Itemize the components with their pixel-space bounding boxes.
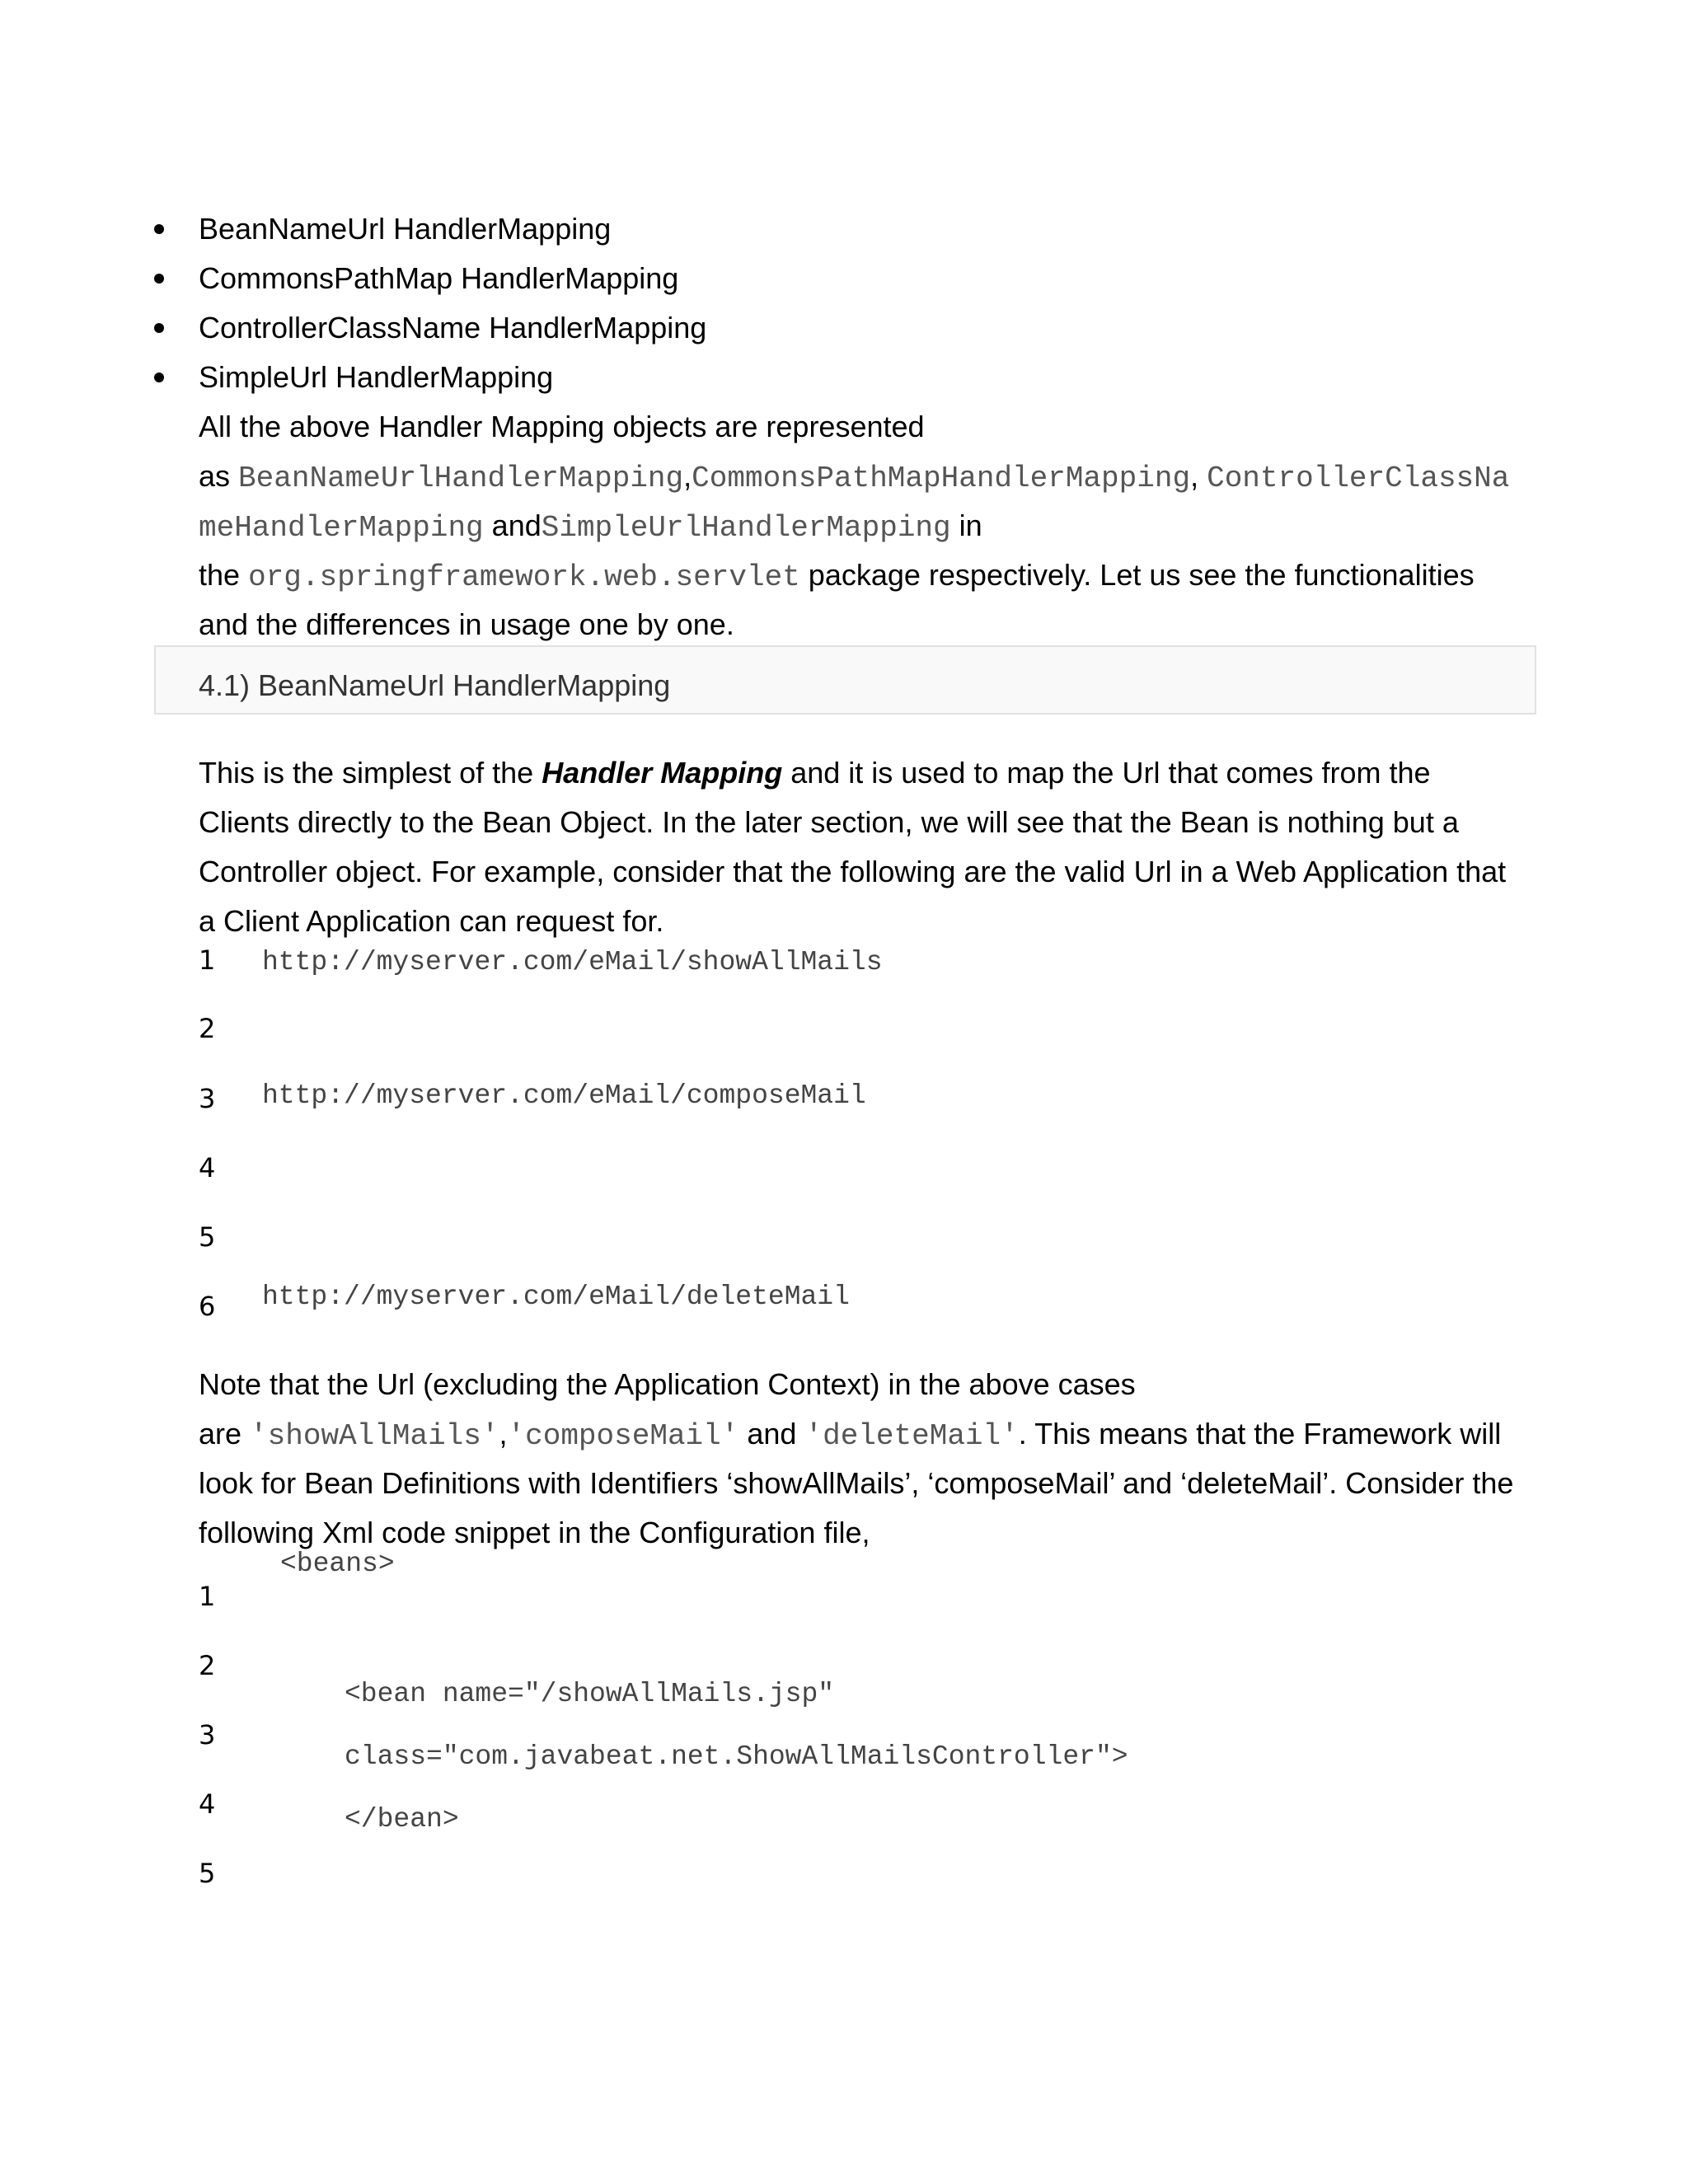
- text: and: [491, 509, 542, 542]
- text: ,: [1190, 459, 1199, 493]
- paragraph-line: Note that the Url (excluding the Application Context) in the above cases: [199, 1367, 1136, 1401]
- text: are: [199, 1417, 242, 1451]
- paragraph-line: a Client Application can request for.: [199, 904, 664, 938]
- code-token: BeanNameUrlHandlerMapping: [238, 462, 684, 495]
- text: as: [199, 459, 231, 493]
- line-number: 1: [199, 1581, 216, 1612]
- line-number: 5: [199, 1221, 216, 1253]
- code-token: 'composeMail': [507, 1419, 739, 1453]
- line-number: 6: [199, 1291, 216, 1322]
- text: . This means that the Framework will: [1018, 1417, 1502, 1451]
- bullet-dot: [154, 323, 164, 333]
- paragraph-line: Clients directly to the Bean Object. In the later section, we will see that the Bean is nothing but a: [199, 805, 1459, 839]
- paragraph-line: following Xml code snippet in the Configuration file,: [199, 1516, 870, 1549]
- code-token: ControllerClassNa: [1207, 462, 1510, 495]
- text: This is the simplest of the: [199, 756, 534, 790]
- line-number: 4: [199, 1152, 216, 1183]
- paragraph-line: look for Bean Definitions with Identifiers ‘showAllMails’, ‘composeMail’ and ‘deleteMail’. Consider the: [199, 1466, 1514, 1500]
- line-number: 3: [199, 1083, 216, 1114]
- paragraph-line: [199, 748, 1431, 798]
- code-token: 'showAllMails': [250, 1419, 499, 1453]
- code-line: http://myserver.com/eMail/showAllMails: [262, 947, 883, 977]
- bullet-dot: [154, 224, 164, 234]
- list-item: CommonsPathMap HandlerMapping: [199, 261, 679, 295]
- code-line: http://myserver.com/eMail/composeMail: [262, 1080, 866, 1111]
- intro-line: All the above Handler Mapping objects are represented: [199, 410, 925, 443]
- code-token: SimpleUrlHandlerMapping: [541, 511, 951, 545]
- intro-line: [199, 501, 982, 553]
- intro-line: [199, 551, 1475, 602]
- text: the: [199, 558, 241, 592]
- paragraph-line: Controller object. For example, consider that the following are the valid Url in a Web Application that: [199, 855, 1507, 888]
- line-number: 4: [199, 1788, 216, 1820]
- bullet-dot: [154, 274, 164, 284]
- intro-line: [199, 452, 1509, 504]
- bullet-dot: [154, 373, 164, 382]
- intro-line: and the differences in usage one by one.: [199, 607, 734, 641]
- code-line: </bean>: [345, 1804, 459, 1835]
- code-token: org.springframework.web.servlet: [248, 560, 800, 594]
- code-token: meHandlerMapping: [199, 511, 484, 545]
- code-token: 'deleteMail': [804, 1419, 1019, 1453]
- line-number: 1: [199, 944, 216, 976]
- line-number: 5: [199, 1858, 216, 1889]
- code-line: http://myserver.com/eMail/deleteMail: [262, 1282, 850, 1312]
- code-line: class="com.javabeat.net.ShowAllMailsController">: [345, 1741, 1128, 1772]
- line-number: 2: [199, 1650, 216, 1681]
- emphasis-text: Handler Mapping: [542, 756, 783, 790]
- text: package respectively. Let us see the functionalities: [808, 558, 1475, 592]
- text: in: [959, 509, 982, 542]
- list-item: ControllerClassName HandlerMapping: [199, 311, 707, 344]
- line-number: 3: [199, 1719, 216, 1750]
- text: ,: [499, 1417, 508, 1451]
- line-number: 2: [199, 1013, 216, 1044]
- list-item: SimpleUrl HandlerMapping: [199, 360, 554, 394]
- list-item: BeanNameUrl HandlerMapping: [199, 212, 612, 246]
- code-token: CommonsPathMapHandlerMapping: [692, 462, 1191, 495]
- section-heading: 4.1) BeanNameUrl HandlerMapping: [199, 668, 671, 702]
- code-line: <bean name="/showAllMails.jsp": [345, 1679, 835, 1709]
- text: ,: [683, 459, 692, 493]
- text: and: [747, 1417, 797, 1451]
- code-line: <beans>: [280, 1549, 395, 1579]
- text: and it is used to map the Url that comes from the: [790, 756, 1431, 790]
- paragraph-line: [199, 1409, 1501, 1461]
